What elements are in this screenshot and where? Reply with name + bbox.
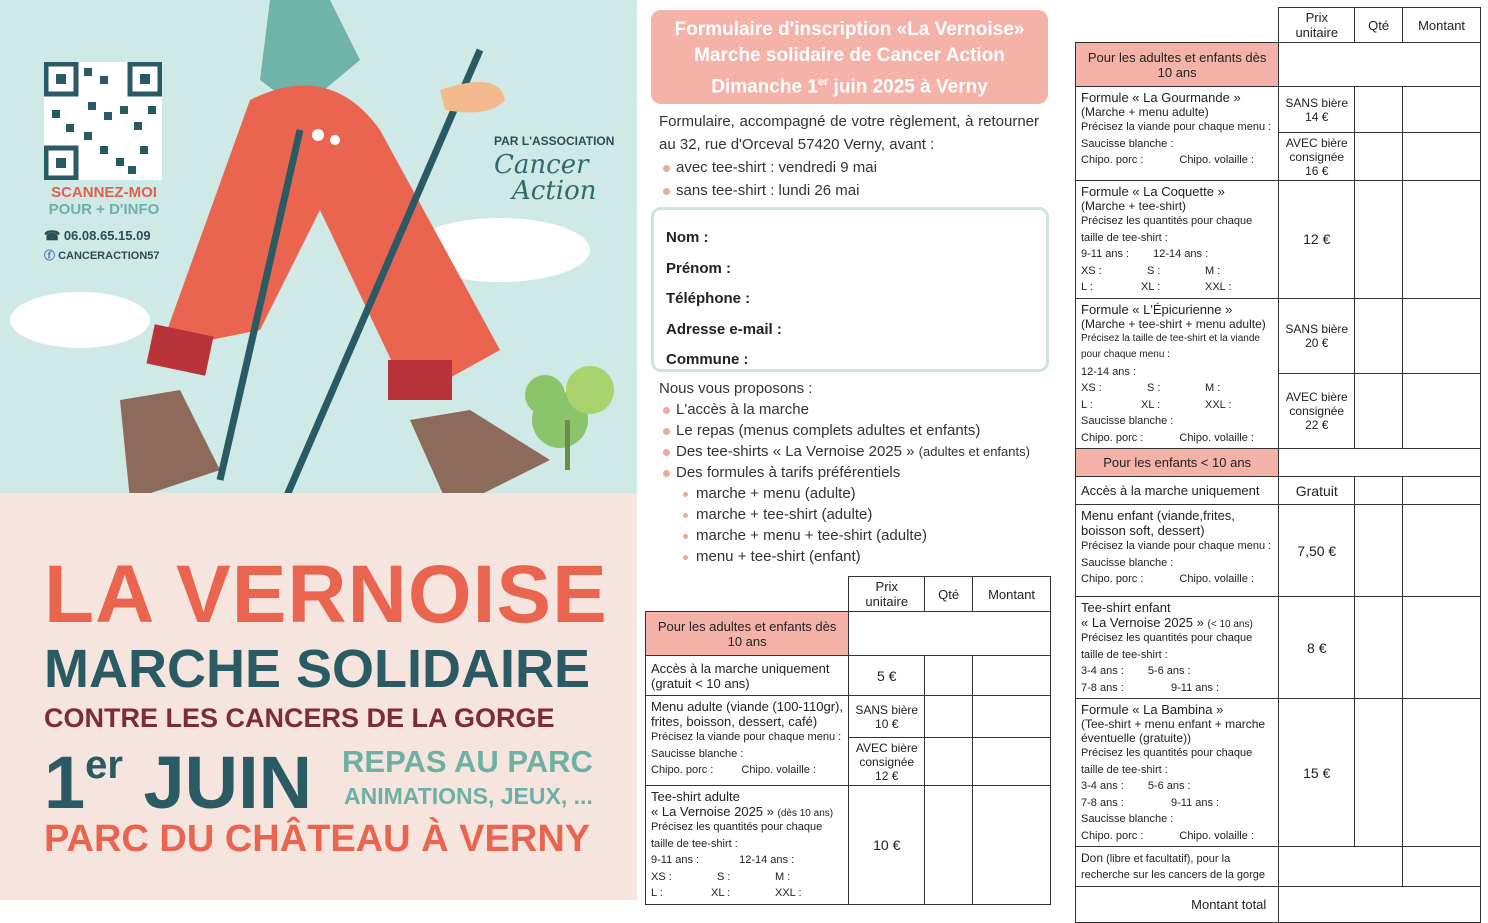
price-value: 16 € — [1305, 163, 1329, 178]
size-label: XS : — [1081, 382, 1102, 394]
row-label: Tee-shirt adulte — [651, 789, 740, 804]
amount-input[interactable] — [1403, 298, 1481, 373]
don-word: Don — [1081, 851, 1104, 865]
form-header — [651, 10, 1048, 104]
menu-adult-cell — [646, 696, 849, 786]
form-intro — [659, 110, 1039, 202]
qr-code-graphic — [44, 62, 162, 180]
row-label: Formule « La Gourmande » — [1081, 90, 1241, 105]
qr-caption-1: SCANNEZ-MOI — [51, 184, 157, 201]
facebook-row — [44, 247, 160, 263]
price-value: 10 € — [875, 716, 899, 731]
size-row — [651, 885, 843, 902]
price-label: AVEC bière consignée — [855, 740, 918, 769]
chipo-porc: Chipo. porc : — [1081, 573, 1144, 585]
size-label: 3-4 ans : — [1081, 665, 1124, 677]
section-blank — [1279, 449, 1481, 477]
size-row — [1081, 364, 1273, 381]
poster-cause: CONTRE LES CANCERS DE LA GORGE — [44, 703, 555, 733]
row-price: Gratuit — [1279, 477, 1355, 505]
row-note: Précisez la taille de tee-shirt et la viande pour chaque menu : — [1081, 332, 1260, 360]
price-value: 12 € — [875, 768, 899, 783]
size-label: M : — [1205, 382, 1221, 394]
offer-note: (adultes et enfants) — [918, 444, 1030, 459]
poster-location: PARC DU CHÂTEAU À VERNY — [44, 818, 591, 860]
size-label: S : — [717, 870, 731, 883]
event-poster — [0, 0, 637, 900]
amount-input[interactable] — [973, 786, 1051, 905]
formula-item — [659, 546, 1059, 567]
price-avec — [849, 738, 925, 786]
price-label: AVEC bière consignée — [1285, 389, 1348, 418]
size-label: 12-14 ans : — [1081, 365, 1137, 378]
size-label: XXL : — [775, 887, 802, 899]
row-label: Accès à la marche uniquement (gratuit < 10 ans) — [646, 656, 849, 696]
empty-cell — [646, 577, 849, 612]
poster-activities: ANIMATIONS, JEUX, ... — [344, 783, 593, 809]
chipo-volaille: Chipo. volaille : — [1179, 154, 1254, 166]
don-input[interactable] — [1403, 847, 1481, 887]
size-label: XL : — [1141, 281, 1161, 293]
row-label: Formule « La Bambina » — [1081, 702, 1224, 717]
amount-input[interactable] — [1403, 87, 1481, 133]
field-prenom[interactable]: Prénom : — [666, 259, 732, 277]
size-label: 9-11 ans : — [1171, 796, 1220, 809]
bambina-cell — [1076, 699, 1279, 847]
qty-input[interactable] — [1355, 505, 1403, 597]
amount-input[interactable] — [1403, 505, 1481, 597]
price-sans — [1279, 298, 1355, 373]
size-label: XXL : — [1205, 281, 1232, 293]
qty-input[interactable] — [1355, 373, 1403, 448]
bullet-icon — [683, 534, 688, 539]
size-label: S : — [1147, 264, 1161, 277]
section-blank — [849, 612, 1051, 656]
price-sans — [1279, 87, 1355, 133]
amount-input[interactable] — [1403, 181, 1481, 299]
chipo-row — [1081, 571, 1273, 588]
chipo-row — [1081, 828, 1273, 845]
header-montant: Montant — [1403, 8, 1481, 43]
row-price: 7,50 € — [1279, 505, 1355, 597]
row-price: 12 € — [1279, 181, 1355, 299]
size-label: L : — [1081, 398, 1093, 411]
size-row — [1081, 246, 1273, 263]
size-row — [1081, 263, 1273, 280]
offer-list — [659, 378, 1059, 567]
size-label: M : — [1205, 264, 1221, 277]
size-label: 7-8 ans : — [1081, 796, 1124, 809]
size-label: 5-6 ans : — [1147, 665, 1191, 677]
header-prix: Prix unitaire — [849, 577, 925, 612]
size-row — [1081, 778, 1273, 795]
row-note: Précisez les quantités pour chaque taille de tee-shirt : — [1081, 215, 1253, 244]
row-note: Précisez les quantités pour chaque taille de tee-shirt : — [651, 821, 823, 850]
chipo-row — [1081, 430, 1273, 447]
tee-name: « La Vernoise 2025 » — [651, 804, 774, 819]
offer-item — [659, 420, 1059, 441]
phone-row — [44, 228, 151, 244]
form-subtitle: Marche solidaire de Cancer Action — [694, 45, 1005, 66]
form-title: Formulaire d'inscription «La Vernoise» — [674, 19, 1025, 40]
bullet-icon — [683, 555, 688, 560]
section-adults: Pour les adultes et enfants dès 10 ans — [646, 612, 849, 656]
contact-fields-box — [651, 207, 1049, 372]
price-label: AVEC bière consignée — [1285, 135, 1348, 164]
amount-input[interactable] — [1403, 477, 1481, 505]
amount-input[interactable] — [1403, 699, 1481, 847]
gourmande-cell — [1076, 87, 1279, 181]
deadline-item — [659, 179, 1039, 202]
field-nom[interactable]: Nom : — [666, 229, 709, 246]
qr-caption-2: POUR + D'INFO — [48, 201, 160, 218]
row-label: Formule « La Coquette » — [1081, 184, 1225, 199]
row-price: 8 € — [1279, 597, 1355, 699]
price-label: SANS bière — [1285, 321, 1349, 336]
logo-word-1: Cancer — [494, 150, 589, 180]
price-label: SANS bière — [855, 702, 919, 717]
price-value: 22 € — [1305, 417, 1329, 432]
adult-order-table — [645, 576, 1051, 905]
row-note: Précisez la viande pour chaque menu : — [1081, 540, 1272, 552]
size-row — [1081, 397, 1273, 414]
registration-form — [645, 0, 1055, 900]
offer-text: Des tee-shirts « La Vernoise 2025 » — [676, 443, 915, 460]
formula-item — [659, 483, 1059, 504]
row-note: Saucisse blanche : — [1081, 137, 1174, 150]
size-label: XXL : — [1205, 398, 1232, 411]
date-month: JUIN — [122, 741, 313, 824]
amount-input[interactable] — [1403, 133, 1481, 181]
tee-child-cell — [1076, 597, 1279, 699]
size-label: 9-11 ans : — [1081, 248, 1130, 260]
don-cell — [1076, 847, 1279, 887]
offer-text: L'accès à la marche — [676, 401, 809, 418]
don-blank — [1279, 847, 1403, 887]
tee-adult-cell — [646, 786, 849, 905]
association-label: PAR L'ASSOCIATION — [494, 134, 615, 148]
don-note: (libre et facultatif), pour la recherche sur les cancers de la gorge — [1081, 853, 1266, 881]
amount-input[interactable] — [1403, 373, 1481, 448]
header-prix: Prix unitaire — [1279, 8, 1355, 43]
bullet-icon — [683, 492, 688, 497]
intro-text: Formulaire, accompagné de votre règlement, à retourner au 32, rue d'Orceval 57420 Verny, avant : — [659, 113, 1039, 153]
field-telephone[interactable]: Téléphone : — [666, 290, 751, 307]
size-row — [1081, 663, 1273, 680]
row-sub: (Marche + menu adulte) — [1081, 105, 1209, 119]
formula-text: marche + menu + tee-shirt (adulte) — [696, 527, 927, 544]
size-label: 5-6 ans : — [1147, 780, 1191, 792]
tee-age: (dès 10 ans) — [777, 808, 834, 819]
offer-heading: Nous vous proposons : — [659, 380, 813, 397]
bullet-icon — [683, 513, 688, 518]
form-date-sup: er — [817, 76, 829, 88]
poster-title: LA VERNOISE — [44, 549, 608, 640]
chipo-row — [651, 762, 843, 779]
poster-meal: REPAS AU PARC — [342, 744, 593, 779]
bullet-icon — [663, 449, 670, 456]
formula-order-table — [1075, 7, 1481, 923]
form-date — [651, 69, 1048, 100]
poster-date — [44, 740, 312, 825]
qty-input[interactable] — [925, 696, 973, 738]
price-sans — [849, 696, 925, 738]
section-children: Pour les enfants < 10 ans — [1076, 449, 1279, 477]
bullet-icon — [663, 188, 670, 195]
size-label: XS : — [1081, 264, 1102, 277]
tee-age: (< 10 ans) — [1207, 619, 1253, 630]
qty-input[interactable] — [1355, 597, 1403, 699]
offer-item — [659, 399, 1059, 420]
field-commune[interactable]: Commune : — [666, 351, 749, 368]
cancer-action-logo — [494, 152, 597, 204]
row-price: 10 € — [849, 786, 925, 905]
formula-text: marche + menu (adulte) — [696, 485, 856, 502]
qr-code[interactable] — [44, 62, 162, 180]
header-qte: Qté — [925, 577, 973, 612]
size-label: 9-11 ans : — [651, 854, 700, 866]
coquette-cell — [1076, 181, 1279, 299]
size-label: L : — [651, 887, 663, 899]
deadline-text: avec tee-shirt : vendredi 9 mai — [676, 159, 877, 176]
epicurienne-cell — [1076, 298, 1279, 449]
row-note: Précisez les quantités pour chaque taille de tee-shirt : — [1081, 632, 1253, 661]
row-label: Menu adulte (viande (100-110gr), frites, boisson, dessert, café) — [651, 699, 843, 729]
offer-text: Le repas (menus complets adultes et enfants) — [676, 422, 981, 439]
row-note: Précisez les quantités pour chaque taille de tee-shirt : — [1081, 747, 1253, 776]
offer-item — [659, 441, 1059, 462]
chipo-row — [1081, 152, 1273, 169]
formula-item — [659, 504, 1059, 525]
qty-input[interactable] — [925, 786, 973, 905]
offer-item — [659, 462, 1059, 483]
qty-input[interactable] — [925, 656, 973, 696]
chipo-porc: Chipo. porc : — [1081, 829, 1144, 842]
total-input[interactable] — [1279, 887, 1481, 923]
size-row — [1081, 380, 1273, 397]
tee-name: « La Vernoise 2025 » — [1081, 615, 1204, 630]
section-adults: Pour les adultes et enfants dès 10 ans — [1076, 43, 1279, 87]
size-label: 9-11 ans : — [1171, 681, 1220, 694]
formula-text: menu + tee-shirt (enfant) — [696, 548, 861, 565]
price-avec — [1279, 133, 1355, 181]
qty-input[interactable] — [1355, 298, 1403, 373]
chipo-volaille: Chipo. volaille : — [1179, 431, 1254, 444]
row-note: Saucisse blanche : — [651, 747, 744, 760]
form-date-b: juin 2025 à Verny — [828, 76, 988, 98]
row-note: Précisez la viande pour chaque menu : — [651, 731, 842, 743]
bullet-icon — [663, 407, 670, 414]
row-sub: (Tee-shirt + menu enfant + marche éventuelle (gratuite)) — [1081, 717, 1266, 745]
formula-text: marche + tee-shirt (adulte) — [696, 506, 873, 523]
size-label: 7-8 ans : — [1081, 681, 1124, 694]
facebook-icon: ⓕ — [44, 250, 55, 262]
chipo-porc: Chipo. porc : — [651, 764, 714, 776]
formula-item — [659, 525, 1059, 546]
deadline-item — [659, 156, 1039, 179]
form-date-a: Dimanche 1 — [711, 76, 818, 98]
amount-input[interactable] — [973, 656, 1051, 696]
size-label: 12-14 ans : — [1153, 248, 1209, 260]
qty-input[interactable] — [925, 738, 973, 786]
facebook-handle: CANCERACTION57 — [58, 250, 160, 262]
row-label: Tee-shirt enfant — [1081, 600, 1171, 615]
row-label: Accès à la marche uniquement — [1076, 477, 1279, 505]
bullet-icon — [663, 165, 670, 172]
row-price: 5 € — [849, 656, 925, 696]
size-label: L : — [1081, 281, 1093, 293]
deadline-text: sans tee-shirt : lundi 26 mai — [676, 182, 860, 199]
size-label: XL : — [711, 887, 731, 899]
row-label: Menu enfant (viande,frites, boisson soft, dessert) — [1081, 508, 1235, 538]
row-note: Saucisse blanche : — [1081, 556, 1174, 569]
price-value: 14 € — [1305, 109, 1329, 124]
size-label: 12-14 ans : — [739, 854, 795, 866]
empty-cell — [1076, 8, 1279, 43]
row-sub: (Marche + tee-shirt) — [1081, 199, 1187, 213]
row-note: Saucisse blanche : — [1081, 813, 1174, 825]
row-note: Saucisse blanche : — [1081, 415, 1174, 427]
row-sub: (Marche + tee-shirt + menu adulte) — [1081, 316, 1266, 331]
qty-input[interactable] — [1355, 87, 1403, 133]
offer-text: Des formules à tarifs préférentiels — [676, 464, 901, 481]
qty-input[interactable] — [1355, 133, 1403, 181]
size-label: XL : — [1141, 398, 1161, 411]
date-number: 1 — [44, 741, 86, 824]
size-row — [1081, 279, 1273, 296]
phone-number: 06.08.65.15.09 — [63, 228, 151, 243]
header-qte: Qté — [1355, 8, 1403, 43]
date-sup: er — [85, 743, 123, 787]
chipo-volaille: Chipo. volaille : — [741, 764, 816, 776]
size-label: 3-4 ans : — [1081, 780, 1124, 792]
chipo-volaille: Chipo. volaille : — [1179, 573, 1254, 585]
amount-input[interactable] — [973, 738, 1051, 786]
size-row — [651, 852, 843, 869]
section-blank — [1279, 43, 1481, 87]
chipo-porc: Chipo. porc : — [1081, 154, 1144, 166]
price-label: SANS bière — [1285, 95, 1349, 110]
chipo-porc: Chipo. porc : — [1081, 431, 1144, 444]
phone-icon: ☎ — [44, 228, 61, 243]
amount-input[interactable] — [973, 696, 1051, 738]
size-label: S : — [1147, 382, 1161, 394]
menu-child-cell — [1076, 505, 1279, 597]
total-label: Montant total — [1076, 887, 1279, 923]
size-row — [1081, 680, 1273, 697]
bullet-icon — [663, 470, 670, 477]
bullet-icon — [663, 428, 670, 435]
amount-input[interactable] — [1403, 597, 1481, 699]
qty-input[interactable] — [1355, 181, 1403, 299]
price-value: 20 € — [1305, 335, 1329, 350]
row-price: 15 € — [1279, 699, 1355, 847]
size-row — [1081, 795, 1273, 812]
size-row — [651, 869, 843, 886]
size-label: M : — [775, 870, 791, 883]
size-label: XS : — [651, 870, 672, 883]
field-email[interactable]: Adresse e-mail : — [666, 320, 782, 338]
row-label: Formule « L'Épicurienne » — [1081, 301, 1233, 317]
price-avec — [1279, 373, 1355, 448]
qty-input[interactable] — [1355, 699, 1403, 847]
row-note: Précisez la viande pour chaque menu : — [1081, 121, 1272, 133]
chipo-volaille: Chipo. volaille : — [1179, 829, 1254, 842]
header-montant: Montant — [973, 577, 1051, 612]
logo-word-2: Action — [512, 176, 597, 206]
qty-input[interactable] — [1355, 477, 1403, 505]
poster-subtitle: MARCHE SOLIDAIRE — [44, 639, 591, 699]
